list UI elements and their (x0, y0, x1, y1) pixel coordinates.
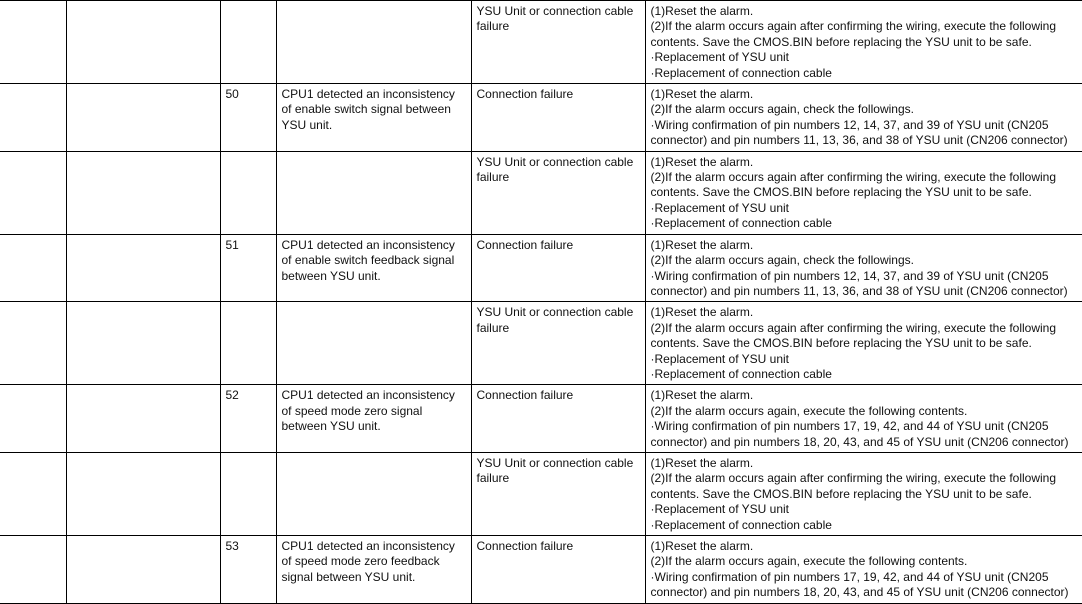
blank-cell-2 (66, 452, 220, 535)
remedy-line: ·Wiring confirmation of pin numbers 17, 19, 42, and 44 of YSU unit (CN205 (650, 569, 1049, 584)
cause-line: failure (476, 471, 510, 486)
blank-cell-1 (0, 536, 66, 604)
alarm-code-cell (220, 1, 276, 84)
cause-cell (471, 234, 645, 302)
description-cell (276, 302, 471, 385)
cause-line: Connection failure (476, 539, 574, 553)
alarm-code-cell (220, 452, 276, 535)
table-row (0, 385, 1082, 453)
description-cell (276, 385, 471, 453)
remedy-line: connector) and pin numbers 11, 13, 36, and 38 of YSU unit (CN206 connector) (650, 133, 1068, 148)
blank-cell-2 (66, 385, 220, 453)
cause-cell (471, 385, 645, 453)
cause-cell (471, 151, 645, 234)
description-line: CPU1 detected an inconsistency (281, 388, 455, 403)
remedy-line: ·Replacement of connection cable (650, 366, 832, 381)
remedy-line: (1)Reset the alarm. (650, 539, 754, 553)
remedy-line: (1)Reset the alarm. (650, 388, 754, 403)
table-row (0, 84, 1082, 152)
cause-line: failure (476, 170, 510, 185)
alarm-code-cell (220, 234, 276, 302)
description-line: CPU1 detected an inconsistency (281, 87, 455, 102)
remedy-line: ·Replacement of connection cable (650, 517, 832, 532)
blank-cell-2 (66, 536, 220, 604)
remedy-line: ·Wiring confirmation of pin numbers 12, 14, 37, and 39 of YSU unit (CN205 (650, 268, 1049, 283)
remedy-line: connector) and pin numbers 18, 20, 43, and 45 of YSU unit (CN206 connector) (650, 585, 1069, 600)
table-row (0, 151, 1082, 234)
remedy-line: (1)Reset the alarm. (650, 154, 754, 169)
alarm-code-cell (220, 84, 276, 152)
alarm-code-cell (220, 536, 276, 604)
description-cell (276, 536, 471, 604)
remedy-line: contents. Save the CMOS.BIN before replacing the YSU unit to be safe. (650, 185, 1032, 200)
description-cell (276, 151, 471, 234)
description-line: of enable switch signal between (281, 102, 451, 117)
blank-cell-2 (66, 234, 220, 302)
description-line: CPU1 detected an inconsistency (281, 539, 455, 553)
table-row (0, 302, 1082, 385)
blank-cell-1 (0, 151, 66, 234)
remedy-line: (2)If the alarm occurs again after confirming the wiring, execute the following (650, 320, 1057, 335)
remedy-cell (645, 1, 1082, 84)
alarm-code-cell (220, 151, 276, 234)
description-cell (276, 84, 471, 152)
remedy-line: (1)Reset the alarm. (650, 87, 754, 102)
blank-cell-2 (66, 1, 220, 84)
cause-line: Connection failure (476, 388, 574, 403)
remedy-line: ·Replacement of YSU unit (650, 50, 790, 65)
remedy-line: (2)If the alarm occurs again, check the followings. (650, 253, 914, 268)
remedy-line: (1)Reset the alarm. (650, 305, 754, 320)
blank-cell-2 (66, 84, 220, 152)
blank-cell-1 (0, 84, 66, 152)
alarm-code-cell (220, 302, 276, 385)
alarm-code: 53 (225, 539, 239, 553)
remedy-line: ·Replacement of YSU unit (650, 200, 790, 215)
remedy-line: (2)If the alarm occurs again, execute the following contents. (650, 403, 968, 418)
remedy-line: ·Replacement of connection cable (650, 216, 832, 231)
remedy-line: (2)If the alarm occurs again, check the followings. (650, 102, 914, 117)
description-line: signal between YSU unit. (281, 569, 416, 584)
description-line: between YSU unit. (281, 268, 381, 283)
remedy-cell (645, 302, 1082, 385)
blank-cell-2 (66, 151, 220, 234)
remedy-line: connector) and pin numbers 18, 20, 43, and 45 of YSU unit (CN206 connector) (650, 434, 1069, 449)
blank-cell-1 (0, 302, 66, 385)
remedy-cell (645, 536, 1082, 604)
description-cell (276, 234, 471, 302)
table-row (0, 536, 1082, 604)
remedy-line: (2)If the alarm occurs again after confirming the wiring, execute the following (650, 170, 1057, 185)
remedy-line: contents. Save the CMOS.BIN before replacing the YSU unit to be safe. (650, 336, 1032, 351)
remedy-line: (2)If the alarm occurs again, execute the following contents. (650, 554, 968, 569)
cause-cell (471, 84, 645, 152)
cause-line: failure (476, 19, 510, 34)
remedy-line: (2)If the alarm occurs again after confirming the wiring, execute the following (650, 19, 1057, 34)
table-row (0, 452, 1082, 535)
alarm-code: 50 (225, 87, 239, 102)
remedy-line: ·Replacement of connection cable (650, 65, 832, 80)
remedy-cell (645, 234, 1082, 302)
cause-line: YSU Unit or connection cable (476, 154, 634, 169)
remedy-cell (645, 385, 1082, 453)
remedy-line: ·Replacement of YSU unit (650, 502, 790, 517)
cause-line: Connection failure (476, 87, 574, 102)
alarm-code: 51 (225, 237, 239, 252)
description-line: CPU1 detected an inconsistency (281, 237, 455, 252)
remedy-cell (645, 84, 1082, 152)
description-line: of speed mode zero feedback (281, 554, 440, 569)
cause-cell (471, 452, 645, 535)
remedy-cell (645, 452, 1082, 535)
table-row (0, 1, 1082, 84)
remedy-line: ·Wiring confirmation of pin numbers 17, 19, 42, and 44 of YSU unit (CN205 (650, 419, 1049, 434)
cause-line: YSU Unit or connection cable (476, 305, 634, 320)
cause-cell (471, 302, 645, 385)
cause-line: failure (476, 320, 510, 335)
alarm-code: 52 (225, 388, 239, 403)
description-line: of speed mode zero signal (281, 403, 423, 418)
blank-cell-1 (0, 1, 66, 84)
blank-cell-1 (0, 452, 66, 535)
table-row (0, 234, 1082, 302)
cause-line: Connection failure (476, 237, 574, 252)
cause-line: YSU Unit or connection cable (476, 455, 634, 470)
remedy-line: ·Wiring confirmation of pin numbers 12, 14, 37, and 39 of YSU unit (CN205 (650, 117, 1049, 132)
remedy-line: (2)If the alarm occurs again after confirming the wiring, execute the following (650, 471, 1057, 486)
remedy-line: ·Replacement of YSU unit (650, 351, 790, 366)
cause-line: YSU Unit or connection cable (476, 4, 634, 18)
description-cell (276, 452, 471, 535)
remedy-line: contents. Save the CMOS.BIN before replacing the YSU unit to be safe. (650, 34, 1032, 49)
remedy-cell (645, 151, 1082, 234)
remedy-line: (1)Reset the alarm. (650, 237, 754, 252)
blank-cell-1 (0, 234, 66, 302)
description-line: between YSU unit. (281, 419, 381, 434)
description-cell (276, 1, 471, 84)
remedy-line: (1)Reset the alarm. (650, 455, 754, 470)
description-line: YSU unit. (281, 117, 333, 132)
blank-cell-1 (0, 385, 66, 453)
remedy-line: (1)Reset the alarm. (650, 4, 754, 18)
blank-cell-2 (66, 302, 220, 385)
alarm-table-body (0, 1, 1082, 604)
alarm-code-cell (220, 385, 276, 453)
cause-cell (471, 1, 645, 84)
cause-cell (471, 536, 645, 604)
remedy-line: contents. Save the CMOS.BIN before replacing the YSU unit to be safe. (650, 486, 1032, 501)
remedy-line: connector) and pin numbers 11, 13, 36, and 38 of YSU unit (CN206 connector) (650, 283, 1068, 298)
description-line: of enable switch feedback signal (281, 253, 455, 268)
